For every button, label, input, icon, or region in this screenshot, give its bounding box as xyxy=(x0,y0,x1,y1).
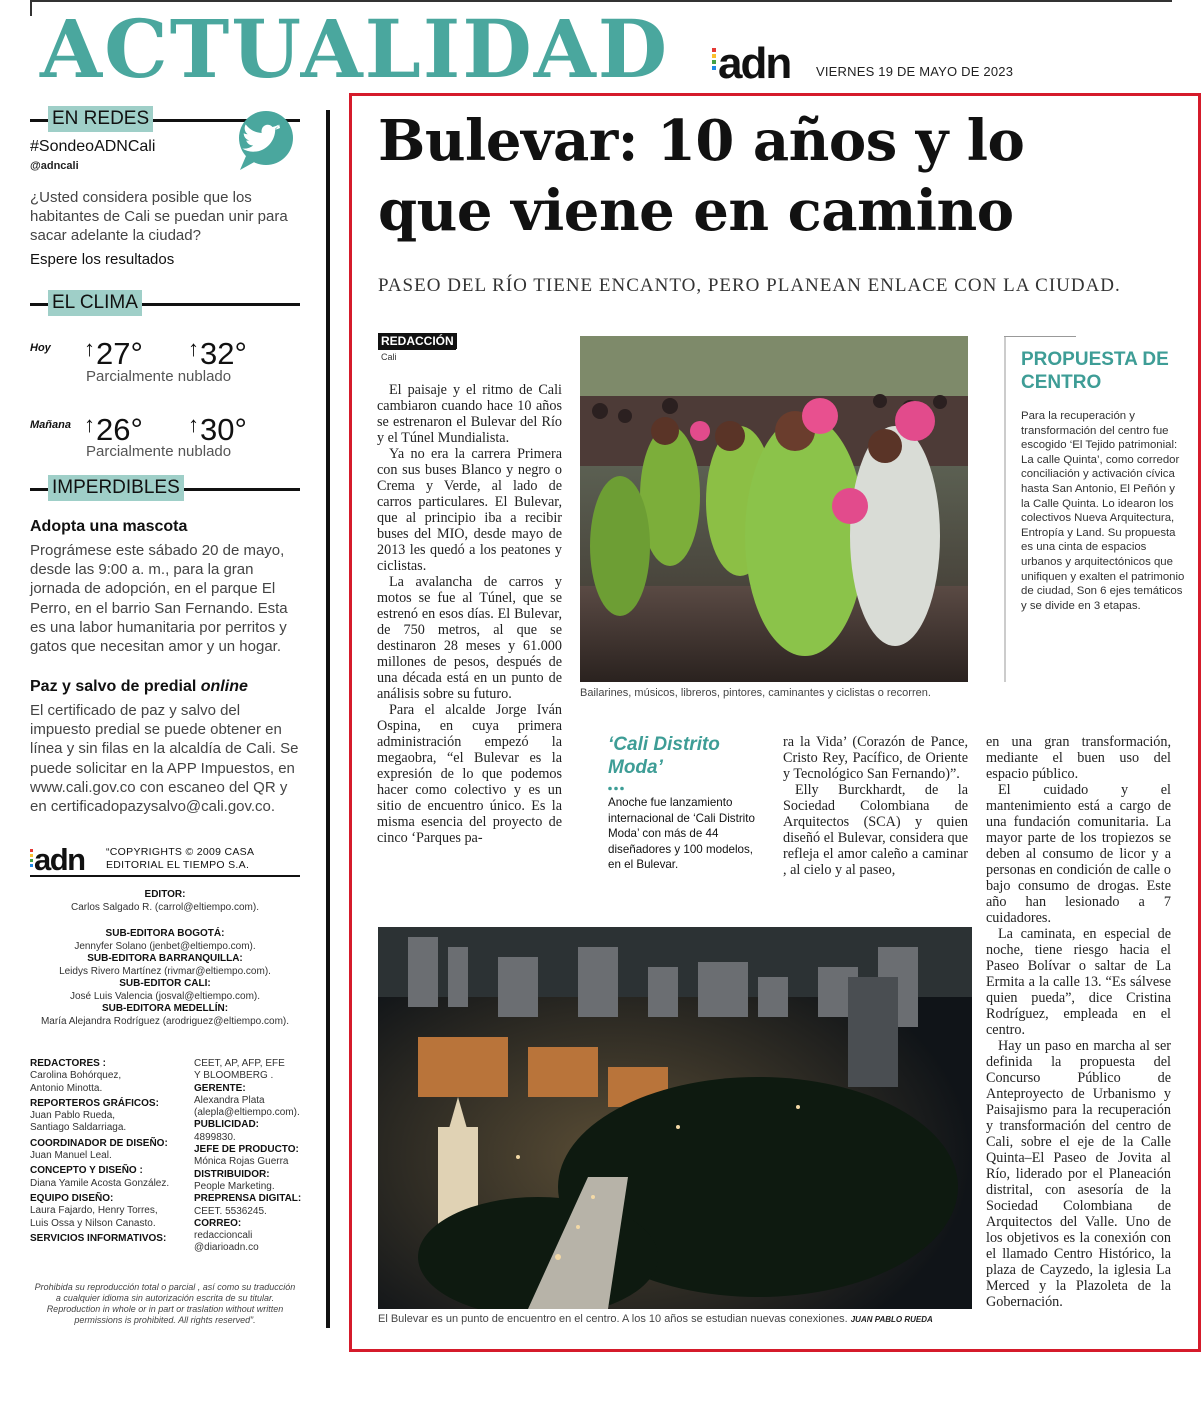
paragraph: Elly Burckhardt, de la Sociedad Colombiana de Arquitectos (SCA) y quien diseñó el Bulevar, considera que refleja el amor caleño a caminar , al cielo y al paseo, xyxy=(783,782,968,878)
promo-body-predial: El certificado de paz y salvo del impuesto predial se puede obtener en línea y sin filas en la alcaldía de Cali. Se puede solicitar en la APP Impuestos, en www.cali.gov.co con escaneo del QR y en certificadopazysalvo@cali.gov.co. xyxy=(30,702,299,816)
paragraph: en una gran transformación, mediante el buen uso del espacio público. xyxy=(986,734,1171,782)
weather-desc-tomorrow: Parcialmente nublado xyxy=(86,443,232,460)
promo-title-predial-em: online xyxy=(200,678,248,695)
section-title: ACTUALIDAD xyxy=(40,2,670,96)
promo-title-predial: Paz y salvo de predial online xyxy=(30,678,248,695)
arrow-up-icon: ↑ xyxy=(188,336,199,361)
copyright-notice: “COPYRIGHTS © 2009 CASA EDITORIAL EL TIEMPO S.A. xyxy=(106,846,255,871)
staff-distribuidor: DISTRIBUIDOR: People Marketing. xyxy=(194,1168,275,1192)
byline-badge: REDACCIÓN xyxy=(378,333,457,349)
adn-logo xyxy=(712,40,804,82)
staff-agencias: CEET, AP, AFP, EFE Y BLOOMBERG . xyxy=(194,1058,285,1082)
article-column-4 xyxy=(986,734,1171,1310)
article-column-1 xyxy=(377,382,562,846)
twitter-bird-icon xyxy=(232,110,298,172)
byline-city: Cali xyxy=(381,352,397,362)
box-body: Para la recuperación y transformación del centro fue escogido ‘El Tejido patrimonial: La calle Quinta’, como corredor conciliación y activación cívica hasta San Antonio, El Peñón y la Calle Quinta. Lo idearon los colectivos Nueva Arquitectura, Entropía y Land. Su propuesta es una cinta de espacios urbanos y arquitectónicos que unifiquen y exalten el patrimonio de ciudad, Son 6 ejes temáticos y se divide en 3 etapas. xyxy=(1021,410,1185,612)
sondeo-question: ¿Usted considera posible que los habitantes de Cali se puedan unir para sacar adelante la ciudad? xyxy=(30,189,288,244)
staff-servicios: SERVICIOS INFORMATIVOS: xyxy=(30,1232,167,1244)
weather-day-tomorrow: Mañana xyxy=(30,419,71,431)
staff-subeditora-barranquilla: SUB-EDITORA BARRANQUILLA: Leidys Rivero Martínez (rivmar@eltiempo.com). xyxy=(59,953,271,977)
paragraph: El paisaje y el ritmo de Cali cambiaron cuando hace 10 años se estrenaron el Bulevar del Río y el Túnel Mundialista. xyxy=(377,382,562,446)
arrow-up-icon: ↑ xyxy=(84,336,95,361)
weather-temp-high-tomorrow: ↑30° xyxy=(188,412,247,447)
paragraph: Ya no era la carrera Primera con sus buses Blanco y negro o Crema y Verde, al lado de carros particulares. El Bulevar, que al principio iba a recibir buses del MIO, desde mayo de 2013 les quedó a los peatones y ciclistas. xyxy=(377,446,562,574)
staff-list-right xyxy=(194,1058,304,1255)
brief-title: ‘Cali Distrito Moda’ xyxy=(608,734,720,778)
dots-icon xyxy=(608,786,626,791)
staff-redactores: REDACTORES : Carolina Bohórquez, Antonio Minotta. xyxy=(30,1058,122,1094)
paragraph: Hay un paso en marcha al ser definida la propuesta del Concurso Público de Anteproyecto de Urbanismo y Paisajismo para la recuperación y transformación del centro de Cali, sobre el eje de la Calle Quinta–El Paseo de Jovita al Río, liderado por el Planeación distrital, con asesoría de la Sociedad Colombiana de Arquitectos del Valle. Uno de los objetivos es la conexión con el llamado Centro Histórico, la plaza de Cayzedo, la iglesia La Merced y la Plazoleta de la Gobernación. xyxy=(986,1038,1171,1310)
sondeo-user[interactable]: @adncali xyxy=(30,160,79,172)
section-label-en-redes: EN REDES xyxy=(48,106,153,132)
weather-temp-low-tomorrow: ↑26° xyxy=(84,412,143,447)
adn-logo-small-text: adn xyxy=(34,843,85,873)
sondeo-result: Espere los resultados xyxy=(30,251,175,268)
section-label-el-clima: EL CLIMA xyxy=(48,290,142,316)
weather-temp-low-today: ↑27° xyxy=(84,336,143,371)
issue-date: VIERNES 19 DE MAYO DE 2023 xyxy=(816,64,1014,79)
promo-body-mascota: Prográmese este sábado 20 de mayo, desde las 9:00 a. m., para la gran jornada de adopción, en el parque El Perro, en el barrio San Fernando. Esta es una labor humanitaria por perritos y gatos que necesitan amor y un hogar. xyxy=(30,542,288,656)
box-rule-top xyxy=(1004,336,1076,337)
staff-list-left xyxy=(30,1058,190,1245)
photo1-caption: Bailarines, músicos, libreros, pintores, caminantes y ciclistas o recorren. xyxy=(580,687,931,699)
weather-desc-today: Parcialmente nublado xyxy=(86,368,232,385)
arrow-up-icon: ↑ xyxy=(84,412,95,437)
staff-coordinador: COORDINADOR DE DISEÑO: Juan Manuel Leal. xyxy=(30,1137,168,1162)
column-divider xyxy=(326,110,330,1328)
staff-publicidad: PUBLICIDAD: 4899830. xyxy=(194,1119,259,1143)
staff-subeditor-cali: SUB-EDITOR CALI: José Luis Valencia (josval@eltiempo.com). xyxy=(69,978,261,1002)
sidebar-rule xyxy=(30,875,300,877)
box-title: PROPUESTA DE CENTRO xyxy=(1021,349,1169,393)
paragraph: La avalancha de carros y motos se fue al Túnel, que se estrenó en esos días. El Bulevar, de 750 metros, al que se destinaron 28 meses y 61.000 millones de pesos, después de una década está en un punto de análisis sobre su futuro. xyxy=(377,574,562,702)
paragraph: ra la Vida’ (Corazón de Pance, Cristo Rey, Pacífico, de Oriente y Tecnológico San Fernando)”. xyxy=(783,734,968,782)
weather-temp-high-today: ↑32° xyxy=(188,336,247,371)
section-head-imperdibles xyxy=(30,477,300,501)
adn-logo-text: adn xyxy=(718,40,791,82)
photo2-credit: JUAN PABLO RUEDA xyxy=(850,1315,933,1324)
staff-reporteros: REPORTEROS GRÁFICOS: Juan Pablo Rueda, Santiago Saldarriaga. xyxy=(30,1097,159,1134)
sondeo-hashtag[interactable]: #SondeoADNCali xyxy=(30,138,156,155)
adn-logo-small xyxy=(30,843,96,873)
staff-preprensa: PREPRENSA DIGITAL: CEET. 5536245. xyxy=(194,1193,302,1217)
paragraph: La caminata, en especial de noche, tiene riesgo hacia el Paseo Bolívar o saltar de La Ermita a la calle 13. “Es sálvese quien pueda”, dice Cristina Rodríguez, empleada en el centro. xyxy=(986,926,1171,1038)
article-deck: PASEO DEL RÍO TIENE ENCANTO, PERO PLANEAN ENLACE CON LA CIUDAD. xyxy=(378,275,1121,296)
box-rule xyxy=(1004,336,1006,682)
article-column-3 xyxy=(783,734,968,878)
staff-subeditora-medellin: SUB-EDITORA MEDELLÍN: María Alejandra Rodríguez (arodriguez@eltiempo.com). xyxy=(40,1003,290,1027)
weather-day-today: Hoy xyxy=(30,342,51,354)
staff-correo: CORREO: redaccioncali @diarioadn.co xyxy=(194,1217,259,1254)
promo-title-mascota: Adopta una mascota xyxy=(30,518,188,535)
staff-editor: EDITOR: Carlos Salgado R. (carrol@eltiempo.com). xyxy=(71,889,259,913)
section-head-el-clima xyxy=(30,292,300,316)
staff-equipo: EQUIPO DISEÑO: Laura Fajardo, Henry Torres, Luis Ossa y Nilson Canasto. xyxy=(30,1192,158,1229)
staff-concepto: CONCEPTO Y DISEÑO : Diana Yamile Acosta González. xyxy=(30,1165,170,1189)
staff-jefe-producto: JEFE DE PRODUCTO: Mónica Rojas Guerra xyxy=(194,1144,299,1168)
byline-rule xyxy=(378,349,456,350)
photo2-caption: El Bulevar es un punto de encuentro en el centro. A los 10 años se estudian nuevas conexiones. JUAN PABLO RUEDA xyxy=(378,1313,933,1325)
paragraph: Para el alcalde Jorge Iván Ospina, en cuya primera administración empezó la megaobra, “el Bulevar es la expresión de lo que podemos hacer como colectivo y es un sitio de encuentro único. Es la misma esencia del proyecto de cinco ‘Parques pa- xyxy=(377,702,562,846)
top-rule-tick xyxy=(30,0,32,16)
city-night-photo xyxy=(378,927,972,1309)
brief-body: Anoche fue lanzamiento internacional de ‘Cali Distrito Moda’ con más de 44 diseñadores y 100 modelos, en el Bulevar. xyxy=(608,796,755,871)
disclaimer: Prohibida su reproducción total o parcial , así como su traducción a cualquier idioma sin autorización escrita de su titular. Reproduction in whole or in part or traslation without written permissions is prohibited. All rights reserved”. xyxy=(34,1282,296,1325)
section-label-imperdibles: IMPERDIBLES xyxy=(48,475,184,501)
staff-gerente: GERENTE: Alexandra Plata (alepla@eltiempo.com). xyxy=(194,1082,300,1119)
article-headline: Bulevar: 10 años y lo que viene en camino xyxy=(378,108,1025,244)
paragraph: El cuidado y el mantenimiento está a cargo de una fundación comunitaria. La mayor parte de los tropiezos se deben al consumo de licor y a personas en condición de calle o bajo consumo de drogas. Este año han lesionado a 7 cuidadores. xyxy=(986,782,1171,926)
arrow-up-icon: ↑ xyxy=(188,412,199,437)
dancers-photo xyxy=(580,336,968,682)
staff-subeditora-bogota: SUB-EDITORA BOGOTÁ: Jennyfer Solano (jenbet@eltiempo.com). xyxy=(74,928,256,952)
